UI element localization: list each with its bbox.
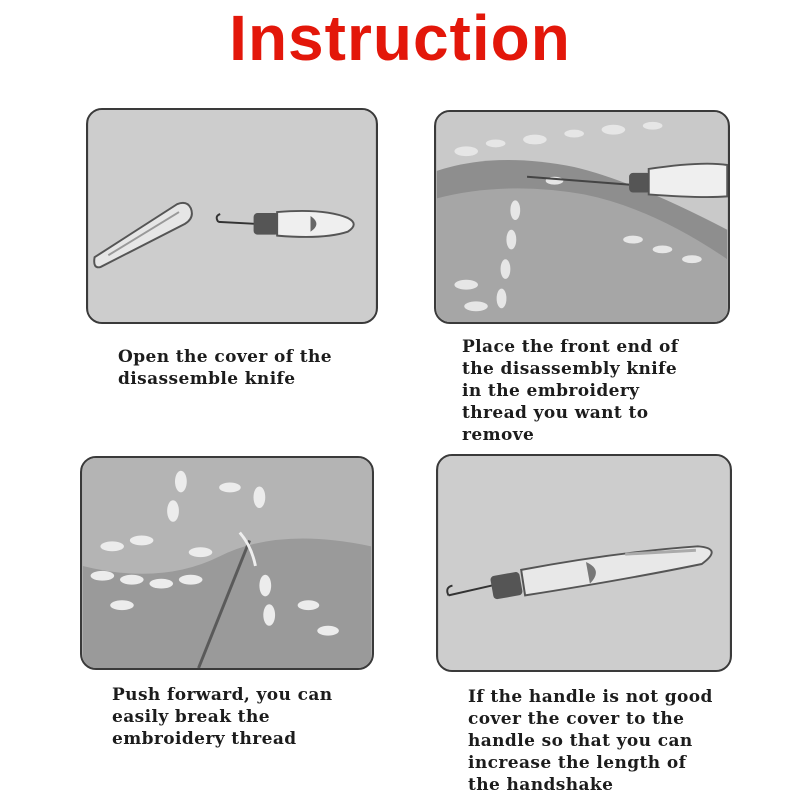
caption-line: Open the cover of the — [118, 347, 332, 367]
step-4-photo — [436, 454, 732, 672]
caption-line: in the embroidery — [462, 381, 640, 401]
caption-line: If the handle is not good — [468, 687, 713, 707]
seam-ripper-cap-off-illustration — [88, 110, 376, 322]
caption-line: cover the cover to the — [468, 709, 685, 729]
caption-line: Push forward, you can — [112, 685, 333, 705]
step-3-photo — [80, 456, 374, 670]
caption-line: the disassembly knife — [462, 359, 678, 379]
caption-line: increase the length of — [468, 753, 687, 773]
caption-line: the handshake — [468, 775, 614, 795]
step-4-caption — [468, 686, 713, 796]
caption-line: remove — [462, 425, 535, 445]
caption-line: handle so that you can — [468, 731, 693, 751]
step-1-photo — [86, 108, 378, 324]
caption-line: embroidery thread — [112, 729, 297, 749]
seam-ripper-embroidery-illustration — [436, 112, 728, 322]
step-2-caption — [462, 336, 678, 446]
step-2-photo — [434, 110, 730, 324]
caption-line: disassemble knife — [118, 369, 296, 389]
page-title: Instruction — [229, 2, 571, 74]
caption-line: Place the front end of — [462, 337, 679, 357]
caption-line: thread you want to — [462, 403, 649, 423]
seam-ripper-cap-on-handle-illustration — [438, 456, 730, 670]
step-1-caption — [118, 346, 332, 390]
caption-line: easily break the — [112, 707, 270, 727]
step-3-caption — [112, 684, 333, 750]
seam-ripper-cutting-illustration — [82, 458, 372, 668]
